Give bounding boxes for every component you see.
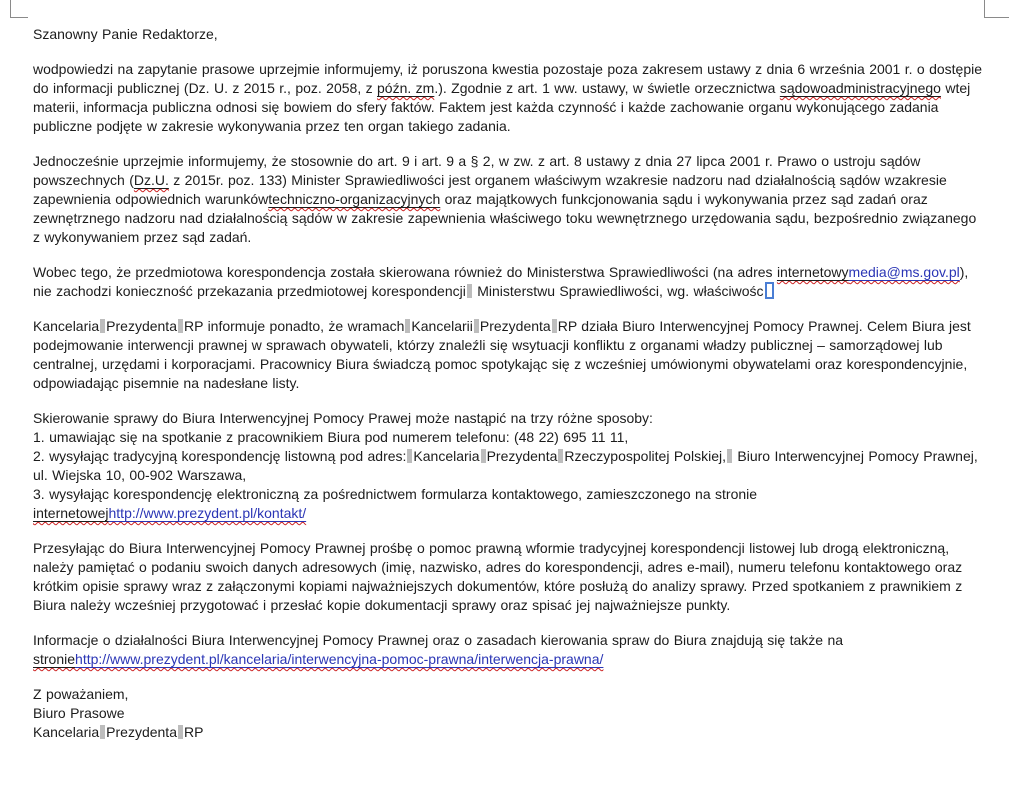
para-correspondence-forwarding bbox=[33, 263, 985, 301]
text-run: Kancelaria bbox=[413, 448, 480, 464]
text-run: Skierowanie sprawy do Biura Interwencyjnej Pomocy Prawej może nastąpić na trzy różne sposoby: bbox=[33, 410, 653, 426]
para-request-details bbox=[33, 539, 985, 615]
underlined-text: późn. zm bbox=[377, 80, 435, 96]
text-run: wtej materii, informacja publiczna odnosi się bowiem do sfery faktów. Faktem jest każda czynność i każde zachowanie organu wykonującego zadania publiczne podjęte w zakresie wykonywania przez ten organ takiego zadania. bbox=[33, 80, 971, 134]
text-run: Ministerstwu Sprawiedliwości, wg. właściwośc bbox=[472, 283, 764, 299]
para-justice-minister bbox=[33, 152, 985, 247]
text-run: .). Zgodnie z art. 1 ww. ustawy, w świetle orzecznictwa bbox=[434, 80, 780, 96]
list-item-1 bbox=[33, 428, 985, 447]
underlined-text: internetowej bbox=[33, 505, 109, 521]
hyperlink-wrapper bbox=[109, 505, 307, 521]
text-boundary-mark-top-left bbox=[10, 0, 28, 18]
text-run: Biuro Prasowe bbox=[33, 705, 125, 721]
text-run: RP informuje ponadto, że wramach bbox=[183, 318, 405, 334]
nbsp-marker bbox=[178, 319, 183, 333]
text-run: Wobec tego, że przedmiotowa korespondencja została skierowana również do Ministerstwa Sprawiedliwości (na adres bbox=[33, 264, 777, 280]
list-item-2 bbox=[33, 447, 985, 485]
text-run: Przesyłając do Biura Interwencyjnej Pomocy Prawnej prośbę o pomoc prawną wformie tradycyjnej korespondencji listowej lub drogą elektroniczną, należy pamiętać o podaniu swoich danych adresowych (imię, nazwisko, adres do korespondencji, adres e-mail), numeru telefonu kontaktowego oraz krótkim opisie sprawy wraz z załączonymi kopiami najważniejszych dokumentów, które posłużą do analizy sprawy. Przed spotkaniem z prawnikiem z Biura należy wcześniej przygotować i przesłać kopie dokumentacji sprawy oraz spisać jej najważniejsze punkty. bbox=[33, 540, 963, 613]
text-run: Kancelarii bbox=[411, 318, 473, 334]
nbsp-marker bbox=[100, 725, 105, 739]
nbsp-marker bbox=[178, 725, 183, 739]
text-run: Kancelaria bbox=[33, 724, 100, 740]
nbsp-marker bbox=[474, 319, 479, 333]
text-run: RP działa Biuro Interwencyjnej Pomocy Prawnej. Celem Biura jest podejmowanie interwencji prawnej w sprawach obywateli, którzy znaleźli się wsytuacji konfliktu z organami władzy publicznej – samorządowej lub centralnej, urzędami i korporacjami. Pracownicy Biura świadczą pomoc spotykając się z wcześniej umówionymi obywatelami oraz korespondencyjnie, odpowiadając pisemnie na nadesłane listy. bbox=[33, 318, 971, 391]
misspelled-word bbox=[33, 505, 109, 521]
para-access-law bbox=[33, 60, 985, 136]
signature-office bbox=[33, 704, 985, 723]
misspelled-word bbox=[777, 264, 849, 280]
text-run: Biuro Interwencyjnej Pomocy Prawnej, ul. Wiejska 10, 00-902 Warszawa, bbox=[33, 448, 978, 483]
text-boundary-mark-top-right bbox=[984, 0, 1009, 18]
text-cursor bbox=[765, 282, 774, 299]
misspelled-word bbox=[134, 172, 169, 188]
text-run: Z poważaniem, bbox=[33, 686, 129, 702]
text-run: Prezydenta bbox=[106, 724, 177, 740]
misspelled-word bbox=[780, 80, 941, 96]
nbsp-marker bbox=[558, 449, 563, 463]
text-run: wodpowiedzi na zapytanie prasowe uprzejmie informujemy, iż poruszona kwestia pozostaje poza zakresem ustawy z dnia 6 września 2001 r. o dostępie do informacji publicznej (Dz. U. z 2015 r., poz. 2058, z bbox=[33, 61, 983, 96]
signature-closing bbox=[33, 685, 985, 704]
underlined-text: internetowy bbox=[776, 264, 849, 280]
misspelled-word bbox=[268, 191, 440, 207]
text-run: Jednocześnie uprzejmie informujemy, że stosownie do art. 9 i art. 9 a § 2, w zw. z art. 8 ustawy z dnia 27 lipca 2001 r. Prawo o ustroju sądów powszechnych ( bbox=[33, 153, 921, 188]
underlined-text: stronie bbox=[33, 651, 76, 667]
text-run: 1. umawiając się na spotkanie z pracownikiem Biura pod numerem telefonu: (48 22) 695 11 11, bbox=[33, 429, 629, 445]
nbsp-marker bbox=[405, 319, 410, 333]
misspelled-word bbox=[33, 651, 75, 667]
text-run: Szanowny Panie Redaktorze, bbox=[33, 26, 218, 42]
para-more-info bbox=[33, 631, 985, 669]
text-run: Informacje o działalności Biura Interwencyjnej Pomocy Prawnej oraz o zasadach kierowania spraw do Biura znajdują się także na bbox=[33, 632, 844, 648]
signature-chancellery bbox=[33, 723, 985, 742]
underlined-text: sądowoadministracyjnego bbox=[779, 80, 941, 96]
nbsp-marker bbox=[727, 449, 732, 463]
text-run: 3. wysyłając korespondencję elektroniczną za pośrednictwem formularza kontaktowego, zamieszczonego na stronie bbox=[33, 486, 758, 502]
hyperlink[interactable]: http://www.prezydent.pl/kontakt/ bbox=[108, 505, 307, 521]
text-run: Rzeczypospolitej Polskiej, bbox=[564, 448, 726, 464]
text-run: Prezydenta bbox=[479, 318, 551, 334]
list-intro bbox=[33, 409, 985, 428]
list-item-3 bbox=[33, 485, 985, 523]
nbsp-marker bbox=[481, 449, 486, 463]
text-run: Kancelaria bbox=[33, 318, 100, 334]
hyperlink-wrapper bbox=[75, 651, 603, 667]
salutation bbox=[33, 25, 985, 44]
underlined-text: Dz.U. bbox=[133, 172, 169, 188]
document-body bbox=[33, 25, 985, 742]
underlined-text: techniczno-organizacyjnych bbox=[268, 191, 441, 207]
hyperlink-wrapper bbox=[849, 264, 960, 280]
nbsp-marker bbox=[552, 319, 557, 333]
text-run: RP bbox=[183, 724, 204, 740]
nbsp-marker bbox=[100, 319, 105, 333]
text-run: z 2015r. poz. 133) Minister Sprawiedliwości jest organem właściwym wzakresie nadzoru nad działalnością sądów wzakresie zapewnienia odpowiednich warunków bbox=[33, 172, 947, 207]
hyperlink[interactable]: http://www.prezydent.pl/kancelaria/interwencyjna-pomoc-prawna/interwencja-prawna/ bbox=[75, 651, 604, 667]
text-run: oraz majątkowych funkcjonowania sądu i wykonywania przez sąd zadań oraz zewnętrznego nadzoru nad działalnością sądów w zakresie zapewnienia właściwego toku wewnętrznego urzędowania sądu, bezpośrednio związanego z wykonywaniem przez sąd zadań. bbox=[33, 191, 977, 245]
nbsp-marker bbox=[407, 449, 412, 463]
text-run: Prezydenta bbox=[486, 448, 558, 464]
text-run: ), nie zachodzi konieczność przekazania przedmiotowej korespondencji bbox=[33, 264, 969, 299]
text-run: 2. wysyłając tradycyjną korespondencję listowną pod adres: bbox=[33, 448, 407, 464]
misspelled-word bbox=[377, 80, 434, 96]
nbsp-marker bbox=[467, 284, 472, 298]
para-intervention-bureau bbox=[33, 317, 985, 393]
hyperlink[interactable]: media@ms.gov.pl bbox=[848, 264, 960, 280]
text-run: Prezydenta bbox=[106, 318, 177, 334]
